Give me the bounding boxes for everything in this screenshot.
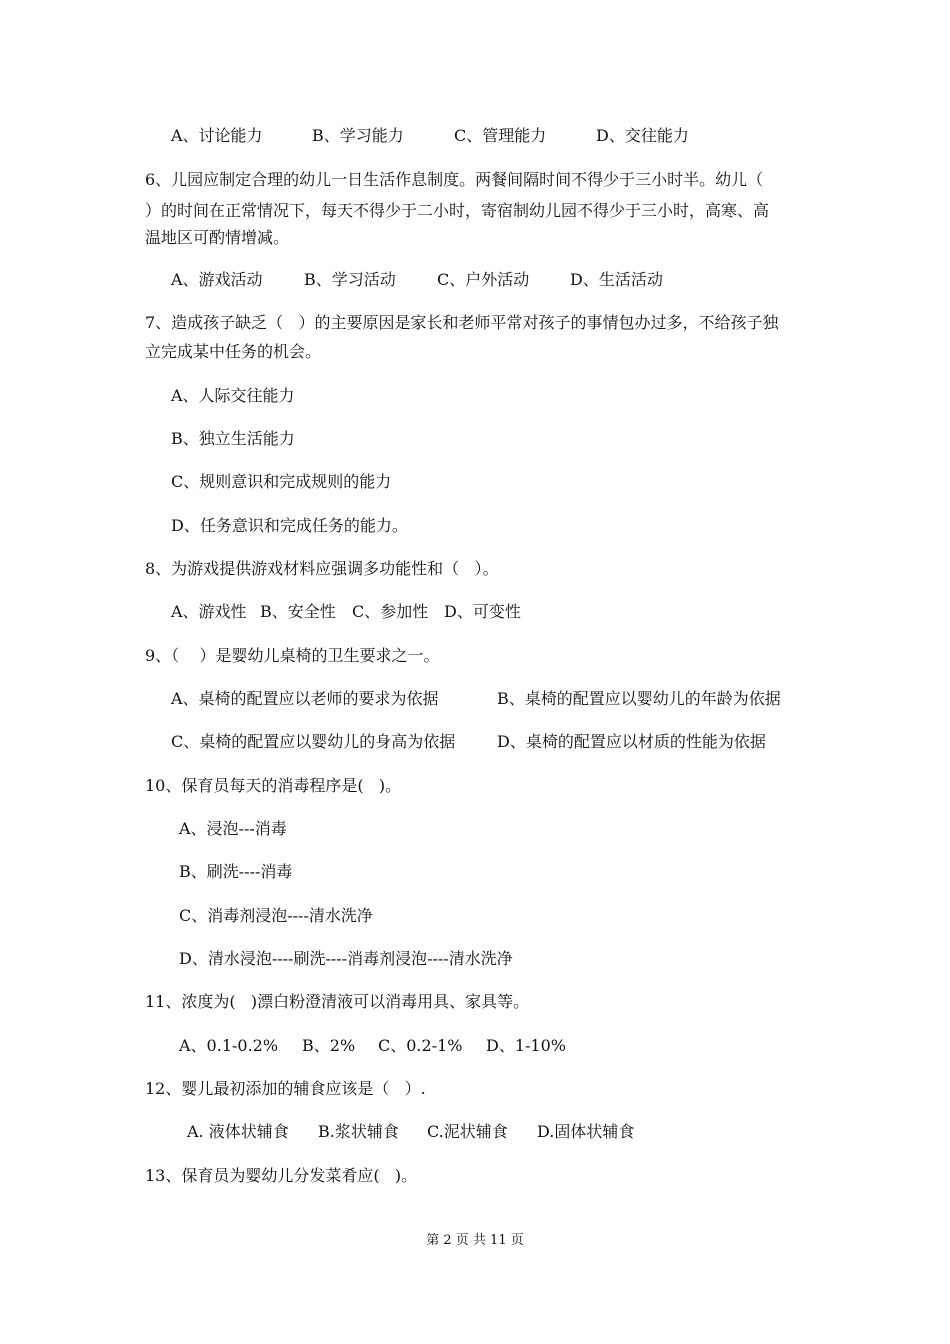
q5-option-d: D、交往能力 — [596, 126, 689, 145]
q7-option-a: A、人际交往能力 — [171, 386, 295, 405]
q7-line-1: 7、造成孩子缺乏（ ）的主要原因是家长和老师平常对孩子的事情包办过多，不给孩子独 — [145, 313, 779, 332]
q6-line-1: 6、儿园应制定合理的幼儿一日生活作息制度。两餐间隔时间不得少于三小时半。幼儿（ — [145, 170, 764, 189]
q5-option-a: A、讨论能力 — [171, 126, 263, 145]
q12-option-a: A. 液体状辅食 — [187, 1122, 289, 1141]
q5-option-c: C、管理能力 — [454, 126, 547, 145]
q7-option-c: C、规则意识和完成规则的能力 — [171, 472, 392, 491]
q10-option-c: C、消毒剂浸泡----清水洗净 — [179, 906, 373, 925]
q8-option-c: C、参加性 — [352, 602, 429, 621]
page-number: 第 2 页 共 11 页 — [426, 1233, 524, 1248]
q6-line-2: ）的时间在正常情况下，每天不得少于二小时，寄宿制幼儿园不得少于三小时，高寒、高 — [145, 201, 770, 220]
q11-option-a: A、0.1-0.2% — [179, 1036, 279, 1055]
q6-option-b: B、学习活动 — [304, 270, 396, 289]
q13-question: 13、保育员为婴幼儿分发菜肴应( )。 — [145, 1166, 418, 1185]
q9-option-a: A、桌椅的配置应以老师的要求为依据 — [171, 689, 439, 708]
q11-question: 11、浓度为( )漂白粉澄清液可以消毒用具、家具等。 — [145, 992, 530, 1011]
q12-option-b: B.浆状辅食 — [318, 1122, 399, 1141]
q7-line-2: 立完成某中任务的机会。 — [145, 342, 322, 361]
q8-question: 8、为游戏提供游戏材料应强调多功能性和（ ）。 — [145, 559, 499, 578]
q12-question: 12、婴儿最初添加的辅食应该是（ ）. — [145, 1079, 426, 1098]
q6-option-a: A、游戏活动 — [171, 270, 263, 289]
q6-line-3: 温地区可酌情增减。 — [145, 228, 290, 247]
q10-question: 10、保育员每天的消毒程序是( )。 — [145, 776, 402, 795]
q6-option-c: C、户外活动 — [437, 270, 530, 289]
q12-option-c: C.泥状辅食 — [427, 1122, 508, 1141]
q7-option-d: D、任务意识和完成任务的能力。 — [171, 516, 408, 535]
q10-option-d: D、清水浸泡----刷洗----消毒剂浸泡----清水洗净 — [179, 949, 513, 968]
q5-option-b: B、学习能力 — [312, 126, 404, 145]
q7-option-b: B、独立生活能力 — [171, 429, 295, 448]
q9-option-c: C、桌椅的配置应以婴幼儿的身高为依据 — [171, 732, 456, 751]
q10-option-b: B、刷洗----消毒 — [179, 862, 293, 881]
q10-option-a: A、浸泡---消毒 — [179, 819, 287, 838]
q8-option-b: B、安全性 — [260, 602, 336, 621]
q9-option-d: D、桌椅的配置应以材质的性能为依据 — [497, 732, 766, 751]
q9-option-b: B、桌椅的配置应以婴幼儿的年龄为依据 — [497, 689, 781, 708]
q6-option-d: D、生活活动 — [570, 270, 663, 289]
q8-option-d: D、可变性 — [444, 602, 521, 621]
q11-option-d: D、1-10% — [486, 1036, 566, 1055]
q9-question: 9、（ ）是婴幼儿桌椅的卫生要求之一。 — [145, 646, 440, 665]
q12-option-d: D.固体状辅食 — [537, 1122, 635, 1141]
q8-option-a: A、游戏性 — [171, 602, 247, 621]
q11-option-b: B、2% — [302, 1036, 356, 1055]
q11-option-c: C、0.2-1% — [378, 1036, 463, 1055]
